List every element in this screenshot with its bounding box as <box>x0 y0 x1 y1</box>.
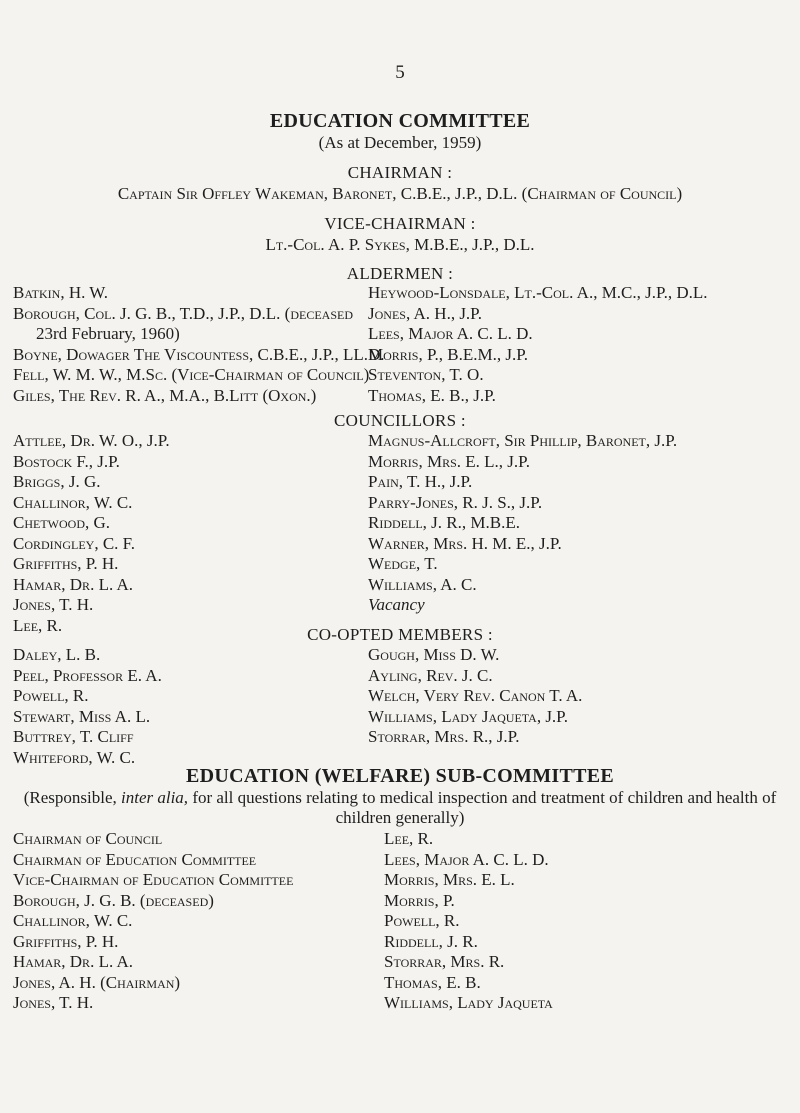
as-at-date: (As at December, 1959) <box>318 133 482 152</box>
list-item: Borough, Col. J. G. B., T.D., J.P., D.L. (deceased <box>13 303 354 323</box>
welfare-note-line-1 <box>0 788 800 808</box>
list-item: Pain, T. H., J.P. <box>368 472 473 491</box>
list-item: Chairman of Education Committee <box>13 849 257 869</box>
list-item: Stewart, Miss A. L. <box>13 706 151 726</box>
list-item: Morris, P., B.E.M., J.P. <box>368 344 529 364</box>
list-item: Attlee, Dr. W. O., J.P. <box>13 431 170 450</box>
list-item: Jones, A. H. (Chairman) <box>13 972 181 992</box>
list-item: Griffiths, P. H. <box>13 931 119 951</box>
list-item: Storrar, Mrs. R. <box>384 952 505 971</box>
page-number: 5 <box>395 62 405 83</box>
list-item: Williams, Lady Jaqueta, J.P. <box>368 706 569 726</box>
list-item: Hamar, Dr. L. A. <box>13 574 134 594</box>
aldermen-right-column <box>368 283 708 406</box>
list-item: Chetwood, G. <box>13 513 111 532</box>
vice-chairman-name: Lt.-Col. A. P. Sykes, M.B.E., J.P., D.L. <box>265 235 535 254</box>
list-item: Fell, W. M. W., M.Sc. (Vice-Chairman of Council) <box>13 365 370 384</box>
list-item: Steventon, T. O. <box>368 365 484 384</box>
list-item: Lees, Major A. C. L. D. <box>384 849 549 869</box>
list-item: Williams, Lady Jaqueta <box>384 993 553 1012</box>
list-item: Welch, Very Rev. Canon T. A. <box>368 686 583 705</box>
aldermen-left-column <box>13 283 385 406</box>
list-item: Jones, T. H. <box>13 595 94 614</box>
welfare-subcommittee-title: EDUCATION (WELFARE) SUB-COMMITTEE <box>185 765 615 787</box>
list-item: Cordingley, C. F. <box>13 533 136 553</box>
coopted-heading: CO-OPTED MEMBERS : <box>307 625 493 644</box>
coopted-left-column <box>13 645 162 768</box>
list-item: Lees, Major A. C. L. D. <box>368 324 533 343</box>
list-item-vacancy: Vacancy <box>368 595 425 614</box>
councillors-right-column <box>368 431 677 616</box>
list-item: Boyne, Dowager The Viscountess, C.B.E., J.P., LL.D. <box>13 344 385 364</box>
list-item: Magnus-Allcroft, Sir Phillip, Baronet, J.P. <box>368 431 678 450</box>
welfare-left-column <box>13 829 293 1014</box>
aldermen-heading: ALDERMEN : <box>346 264 454 283</box>
list-item: Challinor, W. C. <box>13 911 133 930</box>
list-item: Ayling, Rev. J. C. <box>368 665 493 685</box>
list-item: Buttrey, T. Cliff <box>13 727 134 746</box>
list-item: Challinor, W. C. <box>13 492 133 512</box>
list-item: Peel, Professor E. A. <box>13 665 162 685</box>
welfare-note-post: for all questions relating to medical inspection and treatment of children and health of <box>188 788 777 807</box>
list-item: Wedge, T. <box>368 554 438 573</box>
coopted-right-column <box>368 645 582 748</box>
list-item: Hamar, Dr. L. A. <box>13 952 134 971</box>
list-item: Bostock F., J.P. <box>13 451 120 471</box>
list-item: Riddell, J. R., M.B.E. <box>368 513 520 532</box>
list-item: Briggs, J. G. <box>13 472 101 491</box>
list-item: Thomas, E. B., J.P. <box>368 385 496 405</box>
list-item: Jones, A. H., J.P. <box>368 303 483 323</box>
list-item: Lee, R. <box>13 615 63 635</box>
councillors-heading: COUNCILLORS : <box>334 411 466 430</box>
committee-title: EDUCATION COMMITTEE <box>269 110 531 132</box>
welfare-note-line-2: children generally) <box>335 807 465 827</box>
list-item: Griffiths, P. H. <box>13 554 119 573</box>
list-item: Storrar, Mrs. R., J.P. <box>368 727 520 746</box>
list-item: Powell, R. <box>384 911 460 930</box>
chairman-heading: CHAIRMAN : <box>347 163 453 182</box>
welfare-note-italic: inter alia, <box>121 788 189 807</box>
list-item: Giles, The Rev. R. A., M.A., B.Litt (Oxon.) <box>13 385 317 405</box>
list-item: Heywood-Lonsdale, Lt.-Col. A., M.C., J.P., D.L. <box>368 283 708 302</box>
welfare-note-pre: (Responsible, <box>23 788 121 807</box>
list-item: Daley, L. B. <box>13 645 101 664</box>
list-item: Jones, T. H. <box>13 993 94 1012</box>
list-item: Morris, Mrs. E. L., J.P. <box>368 451 530 471</box>
list-item: Batkin, H. W. <box>13 283 109 302</box>
councillors-left-column <box>13 431 170 636</box>
list-item: Riddell, J. R. <box>384 931 478 951</box>
list-item: Williams, A. C. <box>368 574 477 594</box>
welfare-right-column <box>384 829 553 1014</box>
list-item: Powell, R. <box>13 686 89 705</box>
list-item: Gough, Miss D. W. <box>368 645 500 664</box>
list-item: Morris, P. <box>384 890 455 910</box>
list-item: Lee, R. <box>384 829 434 848</box>
list-item: 23rd February, 1960) <box>36 324 180 343</box>
list-item: Vice-Chairman of Education Committee <box>13 870 294 889</box>
list-item: Warner, Mrs. H. M. E., J.P. <box>368 533 562 553</box>
list-item: Borough, J. G. B. (deceased) <box>13 890 214 910</box>
list-item: Whiteford, W. C. <box>13 747 136 767</box>
vice-chairman-heading: VICE-CHAIRMAN : <box>324 214 476 233</box>
list-item: Parry-Jones, R. J. S., J.P. <box>368 492 543 512</box>
welfare-note <box>0 788 800 827</box>
list-item: Morris, Mrs. E. L. <box>384 870 515 889</box>
list-item: Chairman of Council <box>13 829 163 848</box>
list-item: Thomas, E. B. <box>384 972 481 992</box>
chairman-name: Captain Sir Offley Wakeman, Baronet, C.B.E., J.P., D.L. (Chairman of Council) <box>117 184 683 203</box>
